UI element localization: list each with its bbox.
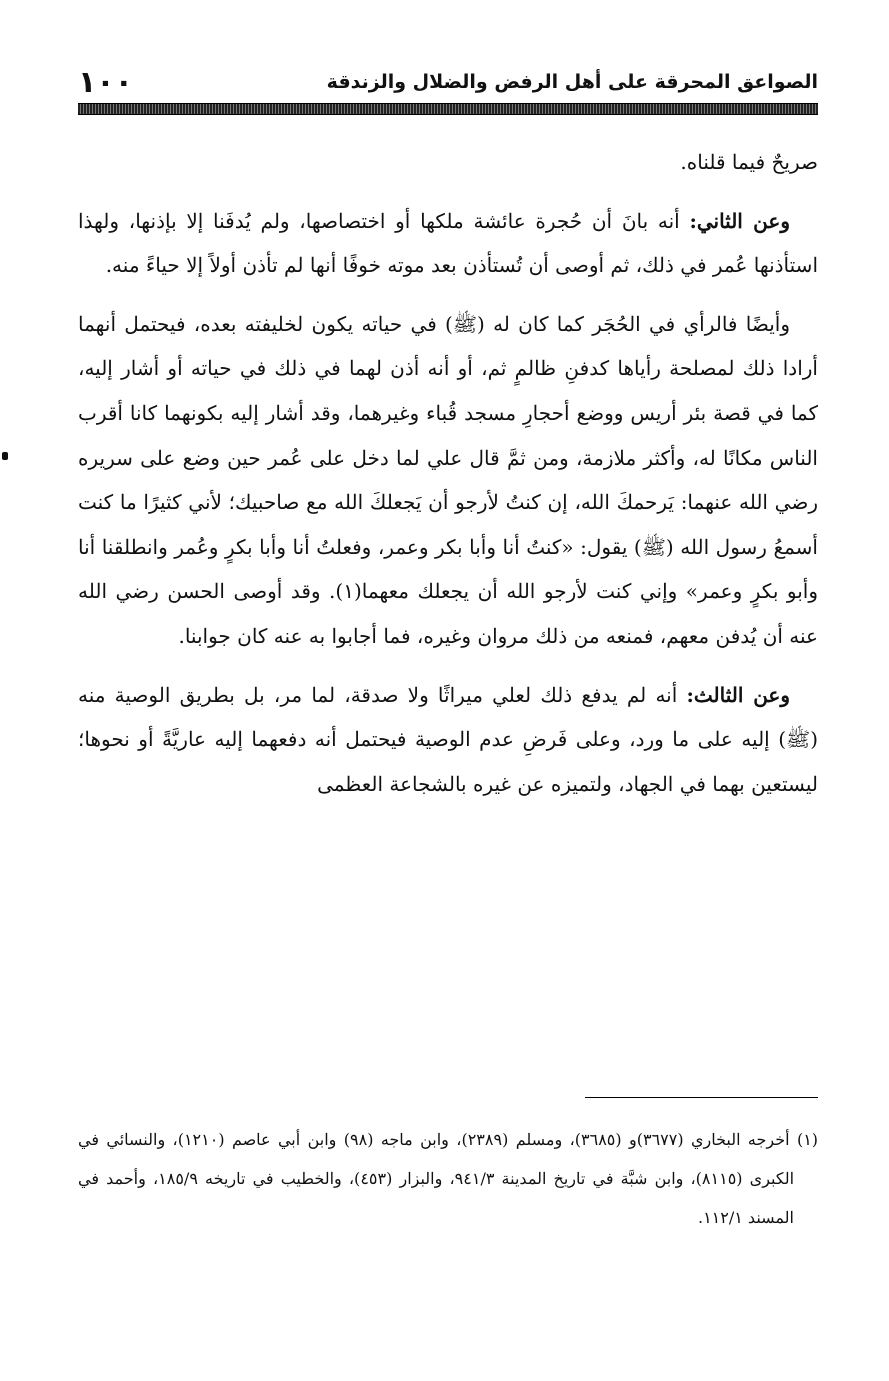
paragraph-1: صريحٌ فيما قلناه. [680, 150, 818, 174]
running-title: الصواعق المحرقة على أهل الرفض والضلال والزندقة [326, 71, 818, 93]
page-number: ١٠٠ [78, 64, 133, 100]
paragraph-lead: وعن الثاني: [689, 208, 790, 233]
footnote-1: (١) أخرجه البخاري (٣٦٧٧)و (٣٦٨٥)، ومسلم (٢٣٨٩)، وابن ماجه (٩٨) وابن أبي عاصم (١٢١٠)، والنسائي في الكبرى (٨١١٥)، وابن شبَّة في تاريخ المدينة ٩٤١/٣، والبزار (٤٥٣)، والخطيب في تاريخه ١٨٥/٩، وأحمد في المسند ١١٢/١. [78, 1130, 819, 1227]
header-divider [78, 103, 818, 115]
paragraph-4: وعن الثالث: أنه لم يدفع ذلك لعلي ميراثًا ولا صدقة، لما مر، بل بطريق الوصية منه (ﷺ) إليه على ما ورد، وعلى فَرضِ عدم الوصية فيحتمل أنه دفعهما إليه عاريَّةً أو نحوها؛ ليستعين بهما في الجهاد، ولتميزه عن غيره بالشجاعة العظمى [78, 682, 818, 796]
paragraph-3: وأيضًا فالرأي في الحُجَر كما كان له (ﷺ) في حياته يكون لخليفته بعده، فيحتمل أنهما أرادا ذلك لمصلحة رأياها كدفنِ ظالمٍ ثم، أو أنه أذن لهما في ذلك في حياته أو أشار إليه، كما في قصة بئر أريس ووضع أحجارِ مسجد قُباء وغيرهما، وقد أشار إليه بكونهما كانا أقرب الناس مكانًا له، وأكثر ملازمة، ومن ثمَّ قال علي لما دخل على عُمر حين وضع على سريره رضي الله عنهما: يَرحمكَ الله، إن كنتُ لأرجو أن يَجعلكَ الله مع صاحبيك؛ لأني كثيرًا ما كنت أسمعُ رسول الله (ﷺ) يقول: «كنتُ أنا وأبا بكر وعمر، وفعلتُ أنا وأبا بكرٍ وعُمر وانطلقنا أنا وأبو بكرٍ وعمر» وإني كنت لأرجو الله أن يجعلك معهما(١). وقد أوصى الحسن رضي الله عنه أن يُدفن معهم، فمنعه من ذلك مروان وغيره، فما أجابوا به عنه كان جوابنا. [78, 311, 819, 648]
paragraph-lead: وعن الثالث: [686, 682, 791, 707]
paragraph-2: وعن الثاني: أنه بانَ أن حُجرة عائشة ملكها أو اختصاصها، ولم يُدفَنا إلا بإذنها، ولهذا استأذنها عُمر في ذلك، ثم أوصى أن تُستأذن بعد موته خوفًا أنها لم تأذن أولاً إلا حياءً منه. [78, 208, 818, 278]
footnote-divider [585, 1097, 818, 1098]
footnotes [78, 1120, 818, 1237]
main-text [78, 140, 818, 820]
margin-mark [2, 452, 8, 460]
page-header [78, 62, 818, 102]
